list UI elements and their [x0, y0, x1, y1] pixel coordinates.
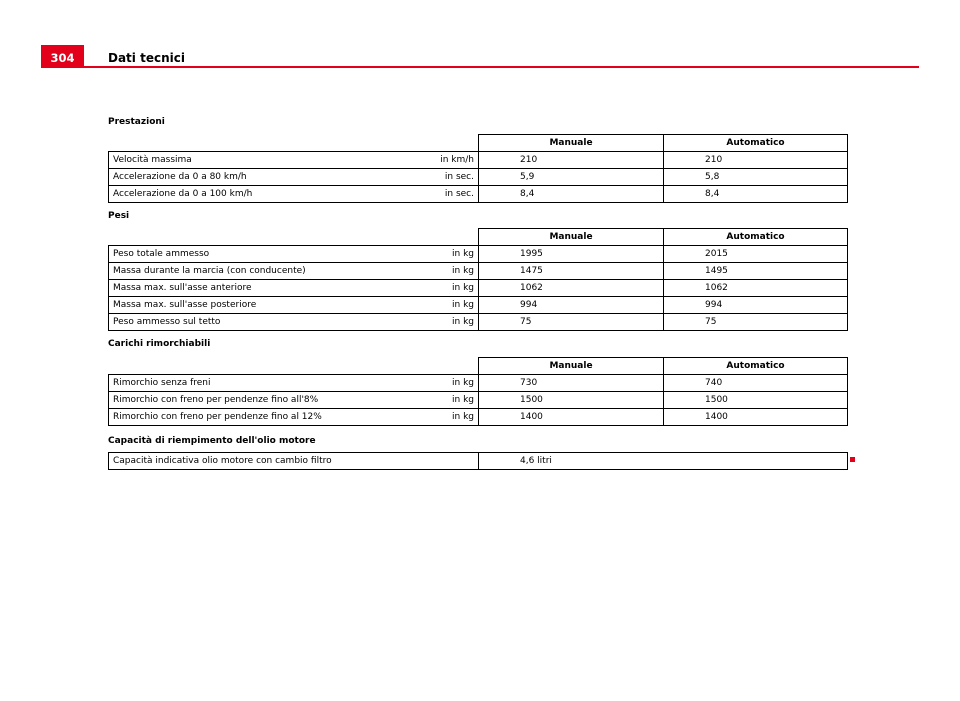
- row-manual-value: 1400: [479, 409, 664, 426]
- table-row: [109, 186, 848, 203]
- column-header-automatic: Automatico: [664, 358, 848, 375]
- row-automatic-value: 1062: [664, 280, 848, 297]
- section-title-olio: Capacità di riempimento dell'olio motore: [108, 436, 316, 446]
- row-unit: in kg: [392, 263, 479, 280]
- header-blank: [109, 229, 479, 246]
- row-label: Rimorchio con freno per pendenze fino al 12%: [109, 409, 392, 426]
- page-number: 304: [41, 45, 84, 68]
- row-manual-value: 75: [479, 314, 664, 331]
- table-row: [109, 409, 848, 426]
- row-manual-value: 8,4: [479, 186, 664, 203]
- row-manual-value: 5,9: [479, 169, 664, 186]
- row-value: 4,6 litri: [479, 453, 848, 470]
- row-manual-value: 994: [479, 297, 664, 314]
- table-prestazioni: [108, 134, 848, 203]
- row-automatic-value: 5,8: [664, 169, 848, 186]
- table-row: [109, 152, 848, 169]
- row-automatic-value: 1495: [664, 263, 848, 280]
- table-row: [109, 246, 848, 263]
- table-row: [109, 280, 848, 297]
- section-title-pesi: Pesi: [108, 211, 130, 221]
- table-row: [109, 392, 848, 409]
- table-row: [109, 314, 848, 331]
- row-unit: in km/h: [392, 152, 479, 169]
- header-blank: [109, 358, 479, 375]
- row-manual-value: 1062: [479, 280, 664, 297]
- row-label: Massa durante la marcia (con conducente): [109, 263, 392, 280]
- row-automatic-value: 994: [664, 297, 848, 314]
- row-unit: in kg: [392, 409, 479, 426]
- table-carichi: [108, 357, 848, 426]
- column-header-manual: Manuale: [479, 229, 664, 246]
- row-unit: in kg: [392, 392, 479, 409]
- row-label: Capacità indicativa olio motore con cambio filtro: [109, 453, 479, 470]
- row-automatic-value: 2015: [664, 246, 848, 263]
- section-title-prestazioni: Prestazioni: [108, 117, 165, 127]
- row-label: Accelerazione da 0 a 80 km/h: [109, 169, 392, 186]
- row-unit: in kg: [392, 375, 479, 392]
- column-header-manual: Manuale: [479, 135, 664, 152]
- column-header-automatic: Automatico: [664, 229, 848, 246]
- header-blank: [109, 135, 479, 152]
- table-row: [109, 297, 848, 314]
- row-label: Accelerazione da 0 a 100 km/h: [109, 186, 392, 203]
- row-automatic-value: 210: [664, 152, 848, 169]
- table-row: [109, 453, 848, 470]
- row-unit: in sec.: [392, 169, 479, 186]
- row-manual-value: 1995: [479, 246, 664, 263]
- row-unit: in kg: [392, 280, 479, 297]
- row-automatic-value: 740: [664, 375, 848, 392]
- table-pesi: [108, 228, 848, 331]
- row-manual-value: 1500: [479, 392, 664, 409]
- row-unit: in sec.: [392, 186, 479, 203]
- table-header: [109, 135, 848, 152]
- column-header-automatic: Automatico: [664, 135, 848, 152]
- table-olio: [108, 452, 848, 470]
- column-header-manual: Manuale: [479, 358, 664, 375]
- row-label: Peso ammesso sul tetto: [109, 314, 392, 331]
- row-unit: in kg: [392, 314, 479, 331]
- row-automatic-value: 8,4: [664, 186, 848, 203]
- row-unit: in kg: [392, 246, 479, 263]
- row-label: Rimorchio con freno per pendenze fino all'8%: [109, 392, 392, 409]
- row-unit: in kg: [392, 297, 479, 314]
- row-label: Rimorchio senza freni: [109, 375, 392, 392]
- row-label: Massa max. sull'asse posteriore: [109, 297, 392, 314]
- page-title: Dati tecnici: [108, 51, 185, 65]
- row-label: Velocità massima: [109, 152, 392, 169]
- header-rule: [84, 66, 919, 68]
- row-automatic-value: 75: [664, 314, 848, 331]
- row-manual-value: 730: [479, 375, 664, 392]
- section-title-carichi: Carichi rimorchiabili: [108, 339, 211, 349]
- row-label: Massa max. sull'asse anteriore: [109, 280, 392, 297]
- table-row: [109, 169, 848, 186]
- section-end-marker: [850, 457, 855, 462]
- row-manual-value: 1475: [479, 263, 664, 280]
- row-label: Peso totale ammesso: [109, 246, 392, 263]
- row-automatic-value: 1500: [664, 392, 848, 409]
- row-automatic-value: 1400: [664, 409, 848, 426]
- table-row: [109, 263, 848, 280]
- table-row: [109, 375, 848, 392]
- table-header: [109, 229, 848, 246]
- table-header: [109, 358, 848, 375]
- row-manual-value: 210: [479, 152, 664, 169]
